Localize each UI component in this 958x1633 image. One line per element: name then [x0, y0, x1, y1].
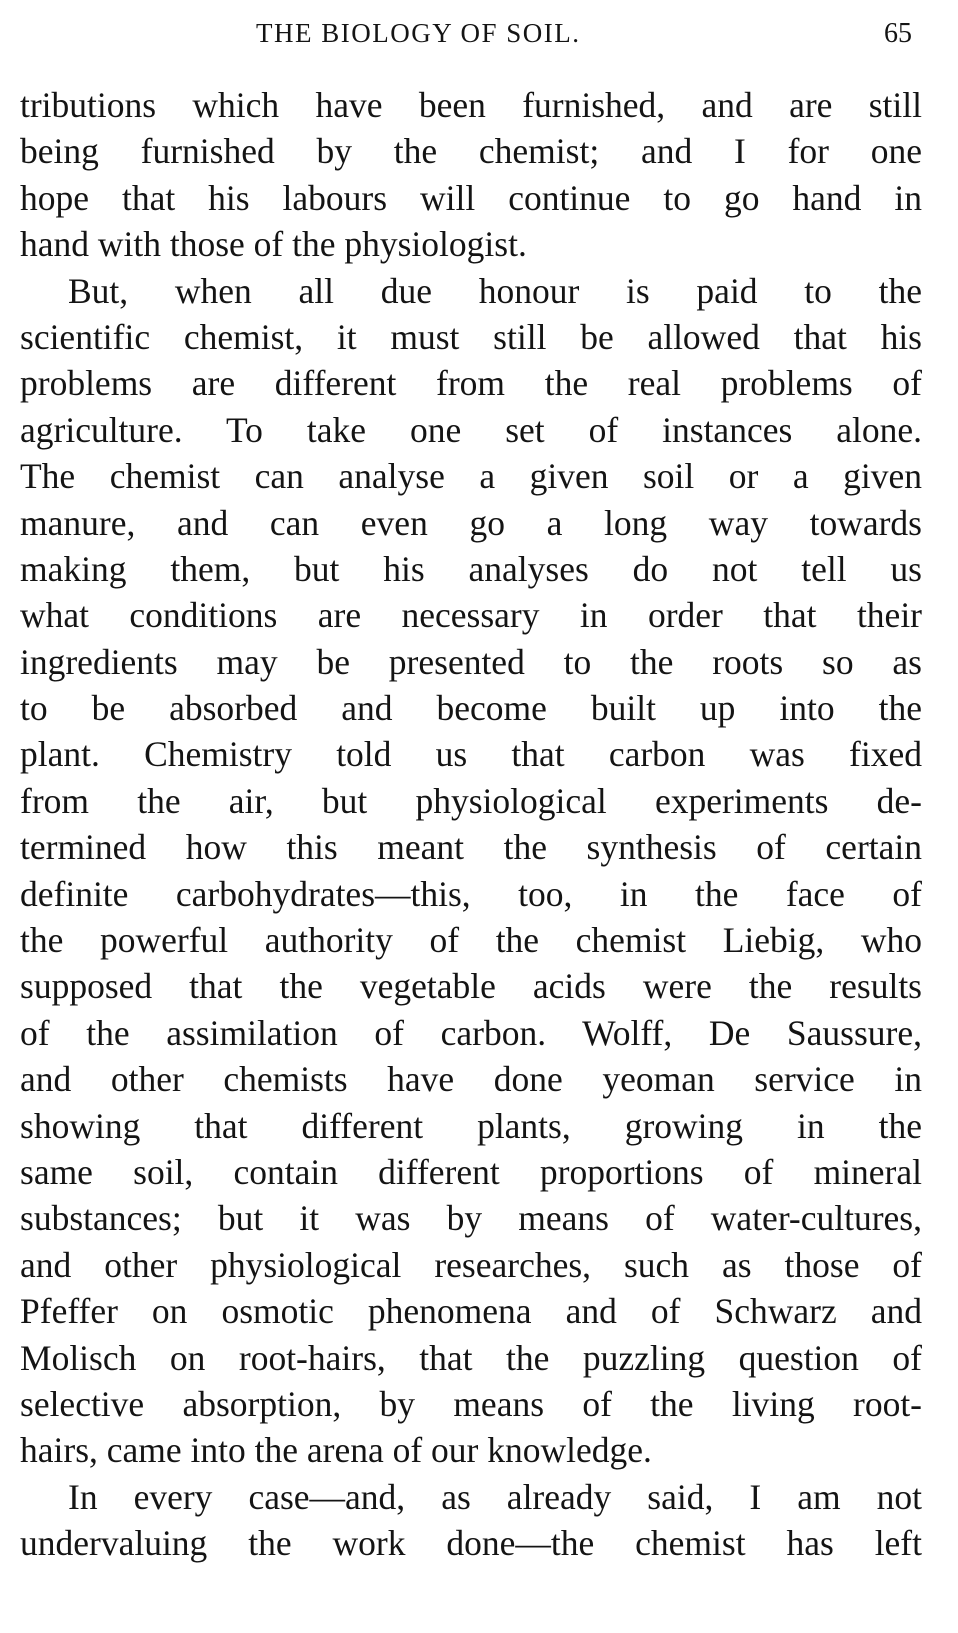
text-line: to be absorbed and become built up into the [20, 688, 922, 729]
text-line: manure, and can even go a long way towards [20, 502, 922, 543]
text-line: selective absorption, by means of the living root- [20, 1383, 922, 1424]
text-line: of the assimilation of carbon. Wolff, De Saussure, [20, 1012, 922, 1053]
text-line: definite carbohydrates—this, too, in the face of [20, 873, 922, 914]
text-line: what conditions are necessary in order that their [20, 595, 922, 636]
text-line: and other chemists have done yeoman service in [20, 1059, 922, 1100]
text-line: from the air, but physiological experiments de- [20, 780, 922, 821]
text-line: hairs, came into the arena of our knowledge. [20, 1430, 652, 1471]
text-line: termined how this meant the synthesis of certain [20, 827, 922, 868]
running-title: THE BIOLOGY OF SOIL. [256, 18, 581, 48]
text-line: hope that his labours will continue to go hand in [20, 177, 922, 218]
paragraph-start-line: But, when all due honour is paid to the [68, 270, 922, 311]
text-line: agriculture. To take one set of instances alone. [20, 409, 922, 450]
page-number: 65 [884, 18, 912, 49]
text-line: showing that different plants, growing in the [20, 1105, 922, 1146]
text-line: same soil, contain different proportions of mineral [20, 1151, 922, 1192]
text-line: The chemist can analyse a given soil or a given [20, 456, 922, 497]
paragraph-start-line: In every case—and, as already said, I am not [68, 1476, 922, 1517]
text-line: Pfeffer on osmotic phenomena and of Schwarz and [20, 1291, 922, 1332]
text-line: the powerful authority of the chemist Liebig, who [20, 920, 922, 961]
body-text [20, 82, 922, 1567]
running-header [0, 14, 958, 54]
text-line: ingredients may be presented to the roots so as [20, 641, 922, 682]
text-line: plant. Chemistry told us that carbon was fixed [20, 734, 922, 775]
text-line: undervaluing the work done—the chemist has left [20, 1523, 922, 1564]
text-line: scientific chemist, it must still be allowed that his [20, 316, 922, 357]
text-line: problems are different from the real problems of [20, 363, 922, 404]
text-line: tributions which have been furnished, and are still [20, 85, 922, 125]
text-line: hand with those of the physiologist. [20, 224, 527, 265]
text-line: substances; but it was by means of water-cultures, [20, 1198, 922, 1239]
text-line: supposed that the vegetable acids were the results [20, 966, 922, 1007]
text-line: making them, but his analyses do not tell us [20, 548, 922, 589]
text-line: Molisch on root-hairs, that the puzzling question of [20, 1337, 922, 1378]
text-line: and other physiological researches, such as those of [20, 1244, 922, 1285]
text-line: being furnished by the chemist; and I for one [20, 131, 922, 172]
